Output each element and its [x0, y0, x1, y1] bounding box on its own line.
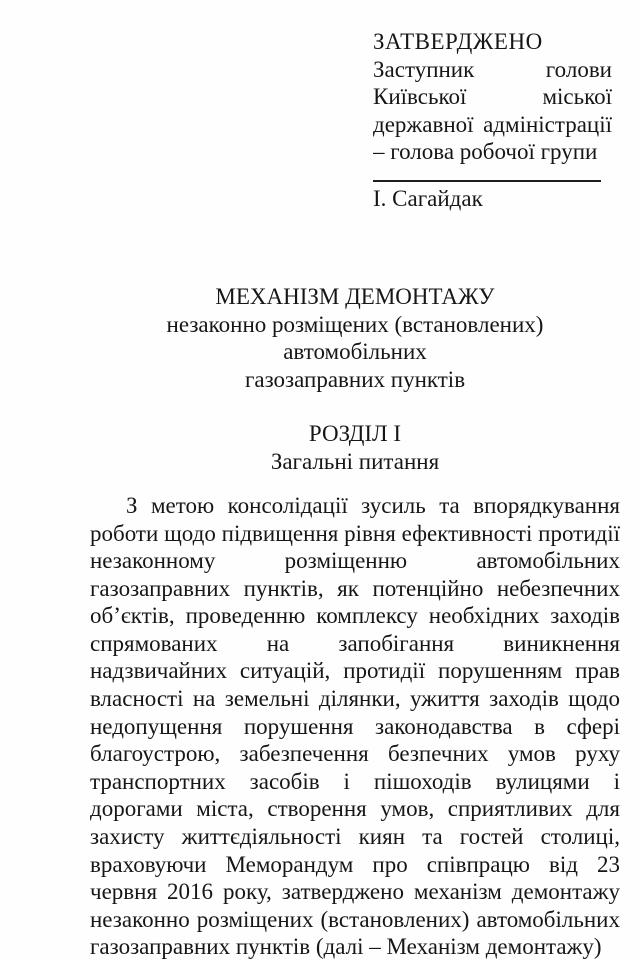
body-line: враховуючи Меморандум про співпрацю від 23 — [90, 851, 620, 877]
body-line: червня 2016 року, затверджено механізм демонтажу — [90, 879, 620, 905]
body-line: власності на земельні ділянки, ужиття заходів щодо — [90, 686, 620, 712]
body-line: транспортних засобів і пішоходів вулицями і — [90, 768, 620, 794]
approval-position-line: – голова робочої групи — [373, 139, 598, 164]
body-line: роботи щодо підвищення рівня ефективності протидії — [90, 520, 620, 546]
body-line: незаконному розміщенню автомобільних — [90, 548, 620, 574]
body-line: дорогами міста, створення умов, сприятливих для — [90, 796, 620, 822]
document-title — [90, 283, 620, 393]
document-title-line: МЕХАНІЗМ ДЕМОНТАЖУ — [215, 284, 495, 309]
body-line: надзвичайних ситуацій, протидії порушенням прав — [90, 658, 620, 684]
body-line: недопущення порушення законодавства в сфері — [90, 713, 620, 739]
section-subheading: Загальні питання — [270, 448, 440, 474]
approval-position-line: Заступник голови — [373, 56, 612, 82]
body-line: захисту життєдіяльності киян та гостей столиці, — [90, 823, 620, 849]
body-line: незаконно розміщених (встановлених) автомобільних — [90, 906, 620, 932]
body-line: благоустрою, забезпечення безпечних умов руху — [90, 741, 620, 767]
document-title-line: газозаправних пунктів — [244, 366, 466, 392]
signature-rule — [373, 180, 601, 182]
approval-stamp-label: ЗАТВЕРДЖЕНО — [373, 29, 543, 54]
body-paragraph — [90, 493, 620, 960]
body-line: газозаправних пунктів, як потенційно небезпечних — [90, 575, 620, 601]
approval-block — [373, 28, 612, 212]
section-heading: РОЗДІЛ І — [308, 421, 402, 446]
body-line: об’єктів, проведенню комплексу необхідних заходів — [90, 603, 620, 629]
signature-name: І. Сагайдак — [373, 185, 483, 211]
approval-position-line: Київської міської — [373, 84, 612, 109]
section-heading-block — [90, 420, 620, 475]
body-line: газозаправних пунктів (далі – Механізм демонтажу) — [90, 934, 602, 960]
document-title-line: незаконно розміщених (встановлених) — [166, 311, 544, 337]
approval-position-line: державної адміністрації — [373, 111, 612, 137]
body-line: З метою консолідації зусиль та впорядкування — [126, 493, 620, 518]
document-title-line: автомобільних — [283, 339, 427, 365]
body-line: спрямованих на запобігання виникнення — [90, 630, 620, 656]
